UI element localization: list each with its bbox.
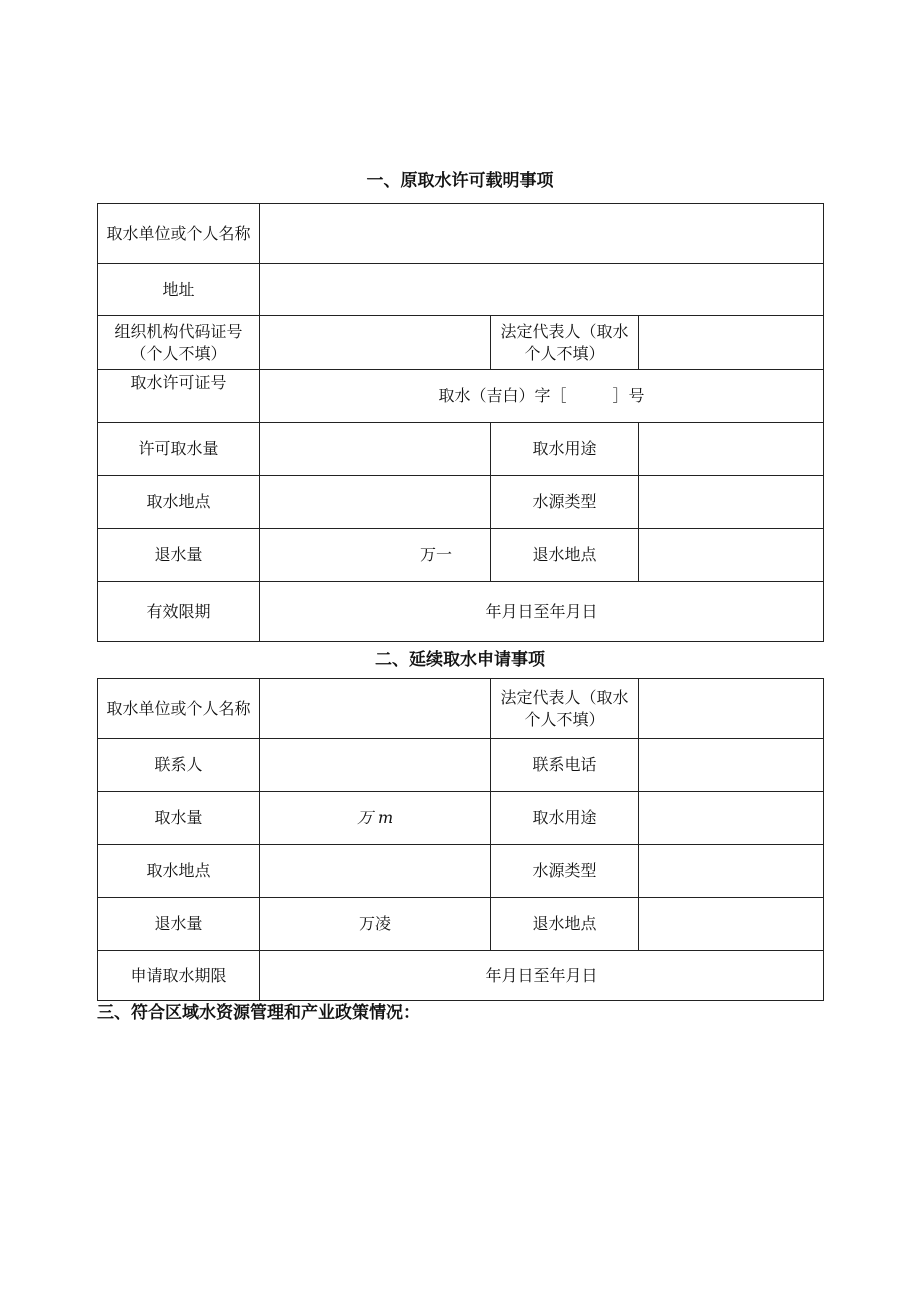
unit-name-label: 取水单位或个人名称 xyxy=(98,204,260,264)
license-no-field[interactable] xyxy=(260,370,824,423)
table-row xyxy=(98,898,824,951)
validity-field[interactable] xyxy=(260,582,824,642)
return-volume-field[interactable] xyxy=(260,529,491,582)
contact-label: 联系人 xyxy=(98,739,260,792)
legal-rep-field[interactable] xyxy=(639,679,824,739)
return-location-field[interactable] xyxy=(639,529,824,582)
volume-unit: 万 m xyxy=(356,808,394,827)
volume-field[interactable] xyxy=(260,792,491,845)
period-field[interactable] xyxy=(260,951,824,1001)
table-row xyxy=(98,529,824,582)
return-volume-unit: 万凌 xyxy=(358,914,391,933)
contact-field[interactable] xyxy=(260,739,491,792)
table-row xyxy=(98,476,824,529)
usage-field[interactable] xyxy=(639,792,824,845)
source-type-label: 水源类型 xyxy=(491,476,639,529)
return-volume-unit: 万一 xyxy=(419,545,452,564)
unit-name-field[interactable] xyxy=(260,679,491,739)
volume-label: 取水量 xyxy=(98,792,260,845)
source-type-label: 水源类型 xyxy=(491,845,639,898)
license-no-label: 取水许可证号 xyxy=(98,370,260,423)
return-volume-field[interactable] xyxy=(260,898,491,951)
location-field[interactable] xyxy=(260,476,491,529)
location-field[interactable] xyxy=(260,845,491,898)
table-row xyxy=(98,792,824,845)
org-code-field[interactable] xyxy=(260,316,491,370)
return-volume-label: 退水量 xyxy=(98,529,260,582)
permitted-volume-label: 许可取水量 xyxy=(98,423,260,476)
permitted-volume-field[interactable] xyxy=(260,423,491,476)
table-row xyxy=(98,423,824,476)
return-location-field[interactable] xyxy=(639,898,824,951)
unit-name-field[interactable] xyxy=(260,204,824,264)
unit-name-label: 取水单位或个人名称 xyxy=(98,679,260,739)
address-label: 地址 xyxy=(98,264,260,316)
return-location-label: 退水地点 xyxy=(491,529,639,582)
table-row xyxy=(98,582,824,642)
table-row xyxy=(98,204,824,264)
validity-label: 有效限期 xyxy=(98,582,260,642)
usage-label: 取水用途 xyxy=(491,423,639,476)
return-location-label: 退水地点 xyxy=(491,898,639,951)
org-code-label: 组织机构代码证号（个人不填） xyxy=(98,316,260,370)
section-3-title: 三、符合区域水资源管理和产业政策情况： xyxy=(97,1003,420,1023)
period-value: 年月日至年月日 xyxy=(485,965,598,985)
location-label: 取水地点 xyxy=(98,476,260,529)
source-type-field[interactable] xyxy=(639,845,824,898)
legal-rep-label: 法定代表人（取水个人不填） xyxy=(491,316,639,370)
original-license-table xyxy=(97,203,824,642)
phone-field[interactable] xyxy=(639,739,824,792)
usage-label: 取水用途 xyxy=(491,792,639,845)
table-row xyxy=(98,739,824,792)
period-label: 申请取水期限 xyxy=(98,951,260,1001)
location-label: 取水地点 xyxy=(98,845,260,898)
usage-field[interactable] xyxy=(639,423,824,476)
legal-rep-label: 法定代表人（取水个人不填） xyxy=(491,679,639,739)
table-row xyxy=(98,264,824,316)
phone-label: 联系电话 xyxy=(491,739,639,792)
table-row xyxy=(98,679,824,739)
renewal-application-table xyxy=(97,678,824,1001)
legal-rep-field[interactable] xyxy=(639,316,824,370)
return-volume-label: 退水量 xyxy=(98,898,260,951)
section-2-title: 二、延续取水申请事项 xyxy=(375,650,545,670)
table-row xyxy=(98,316,824,370)
table-row xyxy=(98,845,824,898)
section-1-title: 一、原取水许可载明事项 xyxy=(366,171,554,191)
license-no-prefix: 取水（吉白）字［ xyxy=(438,386,567,405)
source-type-field[interactable] xyxy=(639,476,824,529)
validity-value: 年月日至年月日 xyxy=(485,601,598,621)
license-no-suffix: ］号 xyxy=(612,386,645,405)
table-row xyxy=(98,370,824,423)
address-field[interactable] xyxy=(260,264,824,316)
table-row xyxy=(98,951,824,1001)
